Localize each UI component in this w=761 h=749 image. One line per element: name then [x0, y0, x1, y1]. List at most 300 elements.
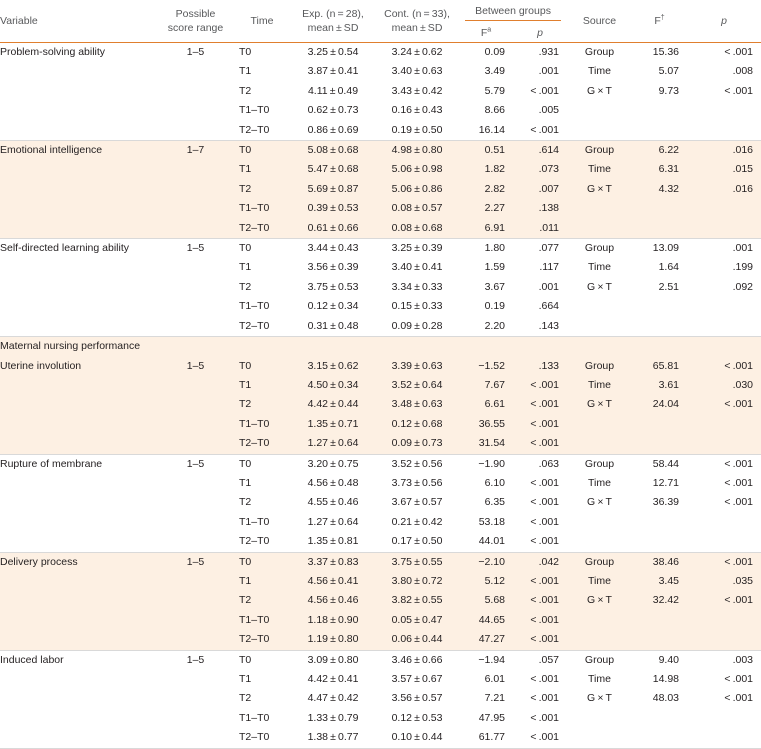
- table-header: [0, 0, 761, 43]
- f-between-cell: 8.66: [484, 104, 505, 117]
- p-between-cell: < .001: [530, 476, 560, 489]
- variable-label: [0, 670, 158, 689]
- f-between-cell: 53.18: [478, 515, 505, 528]
- table-row: [0, 728, 761, 748]
- time-cell: T2: [239, 280, 252, 293]
- table-row: [0, 239, 761, 259]
- p-anova-cell: [687, 219, 761, 239]
- variable-label: [0, 591, 158, 610]
- cont-cell: 0.08 ± 0.57: [375, 199, 459, 218]
- p-anova-cell: < .001: [724, 673, 754, 685]
- p-anova-cell: .001: [732, 242, 754, 255]
- cont-cell: 3.67 ± 0.57: [391, 496, 443, 509]
- score-range: [158, 591, 233, 610]
- source-cell: Time: [588, 673, 611, 685]
- p-between-cell: .042: [513, 552, 567, 572]
- exp-cell: 1.33 ± 0.79: [307, 711, 359, 724]
- variable-label: [0, 395, 158, 414]
- time-cell: T0: [233, 141, 291, 161]
- f-between-cell: 5.79: [484, 84, 505, 97]
- f-anova-cell: [632, 219, 687, 239]
- f-anova-cell: 1.64: [658, 261, 680, 274]
- time-cell: T1–T0: [233, 415, 291, 434]
- f-anova-cell: [632, 415, 687, 434]
- cont-cell: 3.39 ± 0.63: [375, 357, 459, 376]
- score-range: [158, 297, 233, 316]
- exp-cell: 0.12 ± 0.34: [307, 300, 359, 313]
- variable-label: [0, 160, 158, 179]
- exp-cell: 3.25 ± 0.54: [307, 46, 359, 58]
- score-range: [158, 278, 233, 297]
- exp-cell: 1.35 ± 0.71: [291, 415, 375, 434]
- table-row: [0, 180, 761, 199]
- score-range: [158, 121, 233, 141]
- f-between-cell: 6.10: [484, 476, 505, 489]
- f-between-cell: 6.61: [459, 395, 513, 414]
- f-anova-cell: 3.61: [632, 376, 687, 395]
- f-anova-cell: 9.73: [658, 84, 680, 97]
- f-anova-cell: [632, 434, 687, 454]
- f-between-cell: 2.20: [484, 319, 505, 332]
- time-cell: T0: [239, 457, 252, 470]
- cont-cell: 5.06 ± 0.86: [375, 180, 459, 199]
- p-anova-cell: [687, 611, 761, 630]
- source-cell: [567, 532, 632, 552]
- f-anova-cell: 15.36: [652, 46, 680, 58]
- time-cell: T2–T0: [233, 219, 291, 239]
- table-row: [0, 650, 761, 670]
- p-between-cell: .011: [513, 219, 567, 239]
- score-range: [158, 258, 233, 277]
- variable-label: [0, 199, 158, 218]
- variable-label: [0, 630, 158, 650]
- score-range: [158, 82, 233, 101]
- exp-cell: 3.87 ± 0.41: [307, 65, 359, 78]
- cont-cell: 3.57 ± 0.67: [391, 673, 443, 685]
- cont-cell: 0.12 ± 0.68: [375, 415, 459, 434]
- cont-cell: 3.24 ± 0.62: [391, 46, 443, 58]
- time-cell: T1–T0: [239, 711, 270, 724]
- p-between-cell: < .001: [530, 123, 560, 136]
- variable-label: [0, 493, 158, 512]
- p-anova-cell: < .001: [687, 552, 761, 572]
- exp-cell: 4.42 ± 0.41: [307, 673, 359, 685]
- header-cont: Cont. (n = 33), mean ± SD: [384, 8, 450, 34]
- time-cell: T1–T0: [239, 515, 270, 528]
- source-cell: G × T: [567, 395, 632, 414]
- score-range: [158, 62, 233, 81]
- p-between-cell: .001: [538, 65, 560, 78]
- source-cell: Group: [584, 46, 615, 58]
- time-cell: T2–T0: [233, 434, 291, 454]
- table-row: [0, 434, 761, 454]
- score-range: [158, 180, 233, 199]
- variable-label: Delivery process: [0, 552, 158, 572]
- f-anova-cell: 58.44: [652, 457, 680, 470]
- p-between-cell: .007: [513, 180, 567, 199]
- source-cell: [567, 434, 632, 454]
- table-row: [0, 670, 761, 689]
- header-f-between: $F^a$: [480, 26, 492, 39]
- f-between-cell: 1.80: [484, 242, 505, 255]
- f-between-cell: 3.67: [484, 280, 505, 293]
- f-between-cell: 0.19: [484, 300, 505, 313]
- source-cell: G × T: [587, 84, 612, 97]
- p-between-cell: < .001: [530, 535, 560, 548]
- table-row: [0, 43, 761, 63]
- cont-cell: 0.09 ± 0.73: [375, 434, 459, 454]
- p-between-cell: .931: [538, 46, 560, 58]
- cont-cell: 3.46 ± 0.66: [391, 653, 443, 666]
- exp-cell: 3.37 ± 0.83: [291, 552, 375, 572]
- p-between-cell: < .001: [513, 395, 567, 414]
- table-row: [0, 121, 761, 141]
- p-anova-cell: < .001: [687, 591, 761, 610]
- time-cell: T1–T0: [233, 199, 291, 218]
- p-between-cell: < .001: [513, 376, 567, 395]
- score-range: [158, 670, 233, 689]
- time-cell: T1–T0: [239, 300, 270, 313]
- source-cell: [567, 611, 632, 630]
- table-row: [0, 297, 761, 316]
- p-between-cell: .664: [538, 300, 560, 313]
- variable-label: [0, 62, 158, 81]
- cont-cell: 3.73 ± 0.56: [391, 476, 443, 489]
- p-anova-cell: [687, 532, 761, 552]
- variable-group: [0, 337, 761, 454]
- header-between-groups: Between groups: [459, 0, 567, 24]
- p-anova-cell: [687, 513, 761, 532]
- header-score-range: Possible score range: [167, 8, 224, 34]
- f-between-cell: 7.67: [459, 376, 513, 395]
- f-anova-cell: 5.07: [658, 65, 680, 78]
- exp-cell: 4.47 ± 0.42: [307, 692, 359, 705]
- time-cell: T2: [233, 180, 291, 199]
- p-anova-cell: [687, 709, 761, 728]
- source-cell: Time: [567, 160, 632, 179]
- p-anova-cell: < .001: [724, 46, 754, 58]
- score-range: 1–5: [186, 46, 205, 58]
- cont-cell: 3.48 ± 0.63: [375, 395, 459, 414]
- f-anova-cell: 48.03: [652, 692, 680, 705]
- f-anova-cell: 6.22: [632, 141, 687, 161]
- p-anova-cell: [687, 199, 761, 218]
- f-anova-cell: 3.45: [632, 572, 687, 591]
- score-range: [158, 709, 233, 728]
- f-anova-cell: 12.71: [652, 476, 680, 489]
- score-range: [158, 101, 233, 120]
- p-between-cell: < .001: [530, 84, 560, 97]
- p-between-cell: .057: [538, 653, 560, 666]
- f-between-cell: 36.55: [459, 415, 513, 434]
- f-between-cell: 6.01: [484, 673, 505, 685]
- variable-label: [0, 258, 158, 277]
- p-anova-cell: [687, 317, 761, 337]
- score-range: [158, 630, 233, 650]
- score-range: [158, 160, 233, 179]
- p-anova-cell: .035: [687, 572, 761, 591]
- p-between-cell: < .001: [513, 611, 567, 630]
- table-row: [0, 552, 761, 572]
- score-range: [158, 493, 233, 512]
- variable-group: [0, 454, 761, 552]
- source-cell: G × T: [567, 180, 632, 199]
- source-cell: G × T: [567, 591, 632, 610]
- variable-label: [0, 434, 158, 454]
- f-anova-cell: 32.42: [632, 591, 687, 610]
- time-cell: T1: [239, 261, 252, 274]
- score-range: [158, 415, 233, 434]
- f-between-cell: 47.95: [478, 711, 505, 724]
- score-range: 1–5: [158, 552, 233, 572]
- variable-label: [0, 121, 158, 141]
- cont-cell: 0.05 ± 0.47: [375, 611, 459, 630]
- cont-cell: 5.06 ± 0.98: [375, 160, 459, 179]
- time-cell: T0: [233, 357, 291, 376]
- exp-cell: 0.61 ± 0.66: [291, 219, 375, 239]
- table-row: [0, 415, 761, 434]
- source-cell: [567, 728, 632, 748]
- time-cell: T1: [239, 476, 252, 489]
- f-between-cell: 44.65: [459, 611, 513, 630]
- score-range: [158, 728, 233, 748]
- variable-label: [0, 474, 158, 493]
- exp-cell: 0.31 ± 0.48: [307, 319, 359, 332]
- variable-label: [0, 219, 158, 239]
- f-anova-cell: [632, 532, 687, 552]
- table-row: [0, 141, 761, 161]
- cont-cell: 3.43 ± 0.42: [391, 84, 443, 97]
- time-cell: T2–T0: [233, 630, 291, 650]
- score-range: 1–7: [158, 141, 233, 161]
- time-cell: T1: [239, 65, 252, 78]
- exp-cell: 5.69 ± 0.87: [291, 180, 375, 199]
- header-p-between: p: [537, 27, 543, 39]
- p-between-cell: < .001: [530, 731, 560, 744]
- table-row: [0, 199, 761, 218]
- header-source: Source: [582, 15, 617, 27]
- exp-cell: 4.56 ± 0.48: [307, 476, 359, 489]
- source-cell: [567, 199, 632, 218]
- f-between-cell: 2.27: [459, 199, 513, 218]
- table-row: [0, 532, 761, 552]
- score-range: 1–5: [186, 457, 205, 470]
- p-anova-cell: < .001: [724, 457, 754, 470]
- exp-cell: 1.27 ± 0.64: [291, 434, 375, 454]
- variable-label: Rupture of membrane: [0, 457, 103, 470]
- cont-cell: 0.10 ± 0.44: [391, 731, 443, 744]
- p-anova-cell: .016: [687, 141, 761, 161]
- p-anova-cell: [687, 297, 761, 316]
- p-anova-cell: [687, 728, 761, 748]
- f-anova-cell: 24.04: [632, 395, 687, 414]
- cont-cell: 3.80 ± 0.72: [375, 572, 459, 591]
- p-between-cell: < .001: [513, 434, 567, 454]
- f-between-cell: −1.90: [478, 457, 505, 470]
- source-cell: Group: [584, 457, 615, 470]
- f-between-cell: 1.59: [484, 261, 505, 274]
- exp-cell: 1.19 ± 0.80: [291, 630, 375, 650]
- variable-group: [0, 141, 761, 239]
- p-between-cell: .077: [538, 242, 560, 255]
- table-row: [0, 572, 761, 591]
- p-anova-cell: .092: [732, 280, 754, 293]
- cont-cell: 3.52 ± 0.64: [375, 376, 459, 395]
- header-exp: Exp. (n = 28), mean ± SD: [302, 8, 364, 34]
- p-anova-cell: < .001: [687, 357, 761, 376]
- p-between-cell: < .001: [513, 591, 567, 610]
- f-between-cell: 47.27: [459, 630, 513, 650]
- p-anova-cell: .016: [687, 180, 761, 199]
- exp-cell: 3.15 ± 0.62: [291, 357, 375, 376]
- f-anova-cell: 38.46: [632, 552, 687, 572]
- p-anova-cell: < .001: [724, 84, 754, 97]
- p-between-cell: < .001: [530, 692, 560, 705]
- p-anova-cell: < .001: [724, 692, 754, 705]
- table-row: [0, 258, 761, 277]
- score-range: [158, 611, 233, 630]
- p-anova-cell: < .001: [724, 476, 754, 489]
- variable-group: [0, 552, 761, 650]
- score-range: [158, 395, 233, 414]
- source-cell: G × T: [587, 692, 612, 705]
- p-between-cell: .614: [513, 141, 567, 161]
- time-cell: T1: [233, 376, 291, 395]
- table-row: [0, 454, 761, 474]
- time-cell: T0: [239, 242, 252, 255]
- table-row: [0, 591, 761, 610]
- header-time: Time: [250, 15, 274, 27]
- p-anova-cell: .199: [732, 261, 754, 274]
- variable-group: [0, 43, 761, 141]
- time-cell: T2: [239, 84, 252, 97]
- section-heading-row: [0, 337, 761, 357]
- cont-cell: 0.21 ± 0.42: [391, 515, 443, 528]
- source-cell: Group: [584, 242, 615, 255]
- f-anova-cell: [632, 101, 687, 120]
- table-row: [0, 101, 761, 120]
- exp-cell: 0.39 ± 0.53: [291, 199, 375, 218]
- table-row: [0, 474, 761, 493]
- source-cell: [567, 709, 632, 728]
- p-anova-cell: [687, 415, 761, 434]
- p-between-cell: < .001: [513, 415, 567, 434]
- exp-cell: 3.56 ± 0.39: [307, 261, 359, 274]
- time-cell: T2–T0: [239, 319, 270, 332]
- f-anova-cell: 13.09: [652, 242, 680, 255]
- cont-cell: 3.40 ± 0.63: [391, 65, 443, 78]
- f-between-cell: 5.68: [459, 591, 513, 610]
- exp-cell: 1.35 ± 0.81: [307, 535, 359, 548]
- source-cell: [567, 317, 632, 337]
- time-cell: T2: [239, 692, 252, 705]
- variable-label: [0, 82, 158, 101]
- p-between-cell: < .001: [530, 673, 560, 685]
- f-anova-cell: [632, 513, 687, 532]
- f-between-cell: 16.14: [478, 123, 505, 136]
- f-anova-cell: [632, 317, 687, 337]
- variable-label: [0, 513, 158, 532]
- variable-label: Induced labor: [0, 653, 64, 666]
- header-variable: Variable: [0, 15, 38, 27]
- f-between-cell: −1.94: [478, 653, 505, 666]
- variable-label: Uterine involution: [0, 357, 158, 376]
- exp-cell: 5.47 ± 0.68: [291, 160, 375, 179]
- f-between-cell: 0.51: [459, 141, 513, 161]
- source-cell: Time: [588, 476, 611, 489]
- variable-label: [0, 278, 158, 297]
- source-cell: Group: [584, 653, 615, 666]
- score-range: [158, 572, 233, 591]
- score-range: [158, 219, 233, 239]
- cont-cell: 3.56 ± 0.57: [391, 692, 443, 705]
- source-cell: [567, 101, 632, 120]
- f-anova-cell: [632, 709, 687, 728]
- table-row: [0, 357, 761, 376]
- f-between-cell: 0.09: [484, 46, 505, 58]
- source-cell: [567, 415, 632, 434]
- time-cell: T0: [239, 46, 252, 58]
- f-anova-cell: 2.51: [658, 280, 680, 293]
- variable-label: Emotional intelligence: [0, 141, 158, 161]
- source-cell: Group: [567, 552, 632, 572]
- variable-label: [0, 572, 158, 591]
- f-between-cell: 2.82: [459, 180, 513, 199]
- exp-cell: 1.27 ± 0.64: [307, 515, 359, 528]
- table-row: [0, 219, 761, 239]
- p-between-cell: .073: [513, 160, 567, 179]
- cont-cell: 0.12 ± 0.53: [391, 711, 443, 724]
- variable-label: [0, 180, 158, 199]
- source-cell: [567, 630, 632, 650]
- time-cell: T0: [239, 653, 252, 666]
- time-cell: T1–T0: [233, 611, 291, 630]
- time-cell: T1–T0: [239, 104, 270, 117]
- exp-cell: 4.56 ± 0.41: [291, 572, 375, 591]
- f-anova-cell: 9.40: [658, 653, 680, 666]
- exp-cell: 4.56 ± 0.46: [291, 591, 375, 610]
- f-anova-cell: [632, 611, 687, 630]
- source-cell: [567, 297, 632, 316]
- p-between-cell: .138: [513, 199, 567, 218]
- f-anova-cell: [632, 728, 687, 748]
- score-range: 1–5: [186, 653, 205, 666]
- table-row: [0, 493, 761, 512]
- f-anova-cell: [632, 630, 687, 650]
- score-range: [158, 532, 233, 552]
- source-cell: Group: [567, 357, 632, 376]
- table-row: [0, 82, 761, 101]
- cont-cell: 0.09 ± 0.28: [391, 319, 443, 332]
- exp-cell: 0.62 ± 0.73: [307, 104, 359, 117]
- cont-cell: 0.15 ± 0.33: [391, 300, 443, 313]
- f-anova-cell: 4.32: [632, 180, 687, 199]
- cont-cell: 3.75 ± 0.55: [375, 552, 459, 572]
- source-cell: G × T: [587, 280, 612, 293]
- f-anova-cell: [632, 297, 687, 316]
- source-cell: Time: [588, 261, 611, 274]
- p-anova-cell: [687, 434, 761, 454]
- table-row: [0, 611, 761, 630]
- exp-cell: 3.20 ± 0.75: [307, 457, 359, 470]
- source-cell: Time: [567, 376, 632, 395]
- header-f-anova: F†: [654, 14, 665, 27]
- f-between-cell: 44.01: [478, 535, 505, 548]
- p-between-cell: < .001: [530, 515, 560, 528]
- p-anova-cell: [687, 101, 761, 120]
- exp-cell: 4.55 ± 0.46: [307, 496, 359, 509]
- time-cell: T0: [233, 552, 291, 572]
